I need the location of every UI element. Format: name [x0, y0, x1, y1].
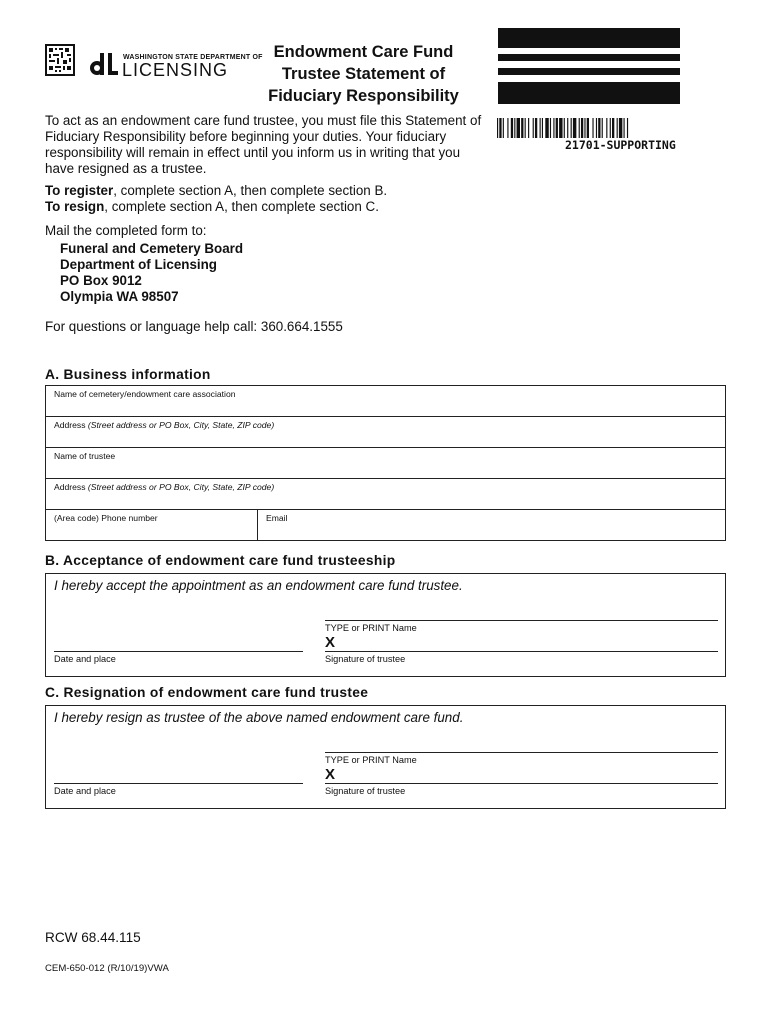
resignation-declaration: I hereby resign as trustee of the above named endowment care fund.: [54, 710, 464, 725]
register-instruction: [45, 183, 387, 198]
name-line[interactable]: [325, 620, 718, 621]
signature-line[interactable]: [325, 651, 718, 652]
form-title-line: Endowment Care Fund: [273, 43, 454, 61]
acceptance-box: [45, 573, 726, 677]
form-title-line: Trustee Statement of: [281, 65, 446, 83]
signature-label: Signature of trustee: [325, 654, 406, 664]
mailing-address: [60, 241, 243, 305]
rcw-reference: RCW 68.44.115: [45, 930, 141, 945]
date-place-line[interactable]: [54, 651, 303, 652]
address-line: Olympia WA 98507: [60, 289, 179, 304]
dol-logo-icon: [89, 51, 119, 77]
barcode-icon: [497, 118, 722, 138]
type-print-label: TYPE or PRINT Name: [325, 623, 417, 633]
phone-label: (Area code) Phone number: [54, 513, 158, 523]
phone-field[interactable]: [46, 510, 257, 540]
help-phone: For questions or language help call: 360.664.1555: [45, 319, 343, 334]
register-label: To register: [45, 183, 114, 198]
address-line: Funeral and Cemetery Board: [60, 241, 244, 256]
agency-name-large: LICENSING: [122, 60, 229, 80]
qr-code-icon: [45, 44, 75, 76]
trustee-name-label: Name of trustee: [54, 451, 116, 461]
section-c-heading: C. Resignation of endowment care fund trustee: [45, 685, 369, 700]
form-number: CEM-650-012 (R/10/19)VWA: [45, 963, 169, 974]
resignation-box: [45, 705, 726, 809]
type-print-label: TYPE or PRINT Name: [325, 755, 417, 765]
signature-line[interactable]: [325, 783, 718, 784]
resign-instruction: [45, 199, 379, 214]
association-name-label: Name of cemetery/endowment care association: [54, 389, 236, 399]
register-text: , complete section A, then complete section B.: [113, 183, 388, 198]
address-label: Address (Street address or PO Box, City, State, ZIP code): [54, 420, 275, 430]
address-line: PO Box 9012: [60, 273, 142, 288]
mail-label: Mail the completed form to:: [45, 223, 207, 238]
address-label: Address (Street address or PO Box, City, State, ZIP code): [54, 482, 275, 492]
date-place-label: Date and place: [54, 786, 116, 796]
email-label: Email: [266, 513, 288, 523]
scanner-marks: [498, 28, 680, 104]
signature-x-mark: X: [325, 766, 336, 783]
email-field[interactable]: [258, 510, 725, 540]
association-name-field[interactable]: [46, 386, 725, 417]
section-a-heading: A. Business information: [45, 367, 211, 382]
form-title-line: Fiduciary Responsibility: [268, 87, 459, 105]
association-address-field[interactable]: [46, 417, 725, 448]
contact-row: [46, 510, 725, 540]
section-b-heading: B. Acceptance of endowment care fund trusteeship: [45, 553, 396, 568]
form-title: [250, 41, 477, 107]
address-line: Department of Licensing: [60, 257, 217, 272]
trustee-address-field[interactable]: [46, 479, 725, 510]
resign-text: , complete section A, then complete section C.: [104, 199, 379, 214]
signature-x-mark: X: [325, 634, 336, 651]
date-place-label: Date and place: [54, 654, 116, 664]
resign-label: To resign: [45, 199, 105, 214]
signature-label: Signature of trustee: [325, 786, 406, 796]
date-place-line[interactable]: [54, 783, 303, 784]
address-hint: (Street address or PO Box, City, State, ZIP code): [87, 420, 275, 430]
barcode-text: 21701-SUPPORTING: [565, 138, 676, 152]
agency-name-small: WASHINGTON STATE DEPARTMENT OF: [123, 54, 263, 61]
business-info-grid: [45, 385, 726, 541]
address-hint: (Street address or PO Box, City, State, ZIP code): [87, 482, 275, 492]
intro-paragraph: To act as an endowment care fund trustee, you must file this Statement of Fiduciary Responsibility before beginning your duties. Your fiduciary responsibility will remain in effect until you inform us in writing that you have resigned as a trustee.: [45, 113, 482, 176]
name-line[interactable]: [325, 752, 718, 753]
acceptance-declaration: I hereby accept the appointment as an endowment care fund trustee.: [54, 578, 463, 593]
trustee-name-field[interactable]: [46, 448, 725, 479]
